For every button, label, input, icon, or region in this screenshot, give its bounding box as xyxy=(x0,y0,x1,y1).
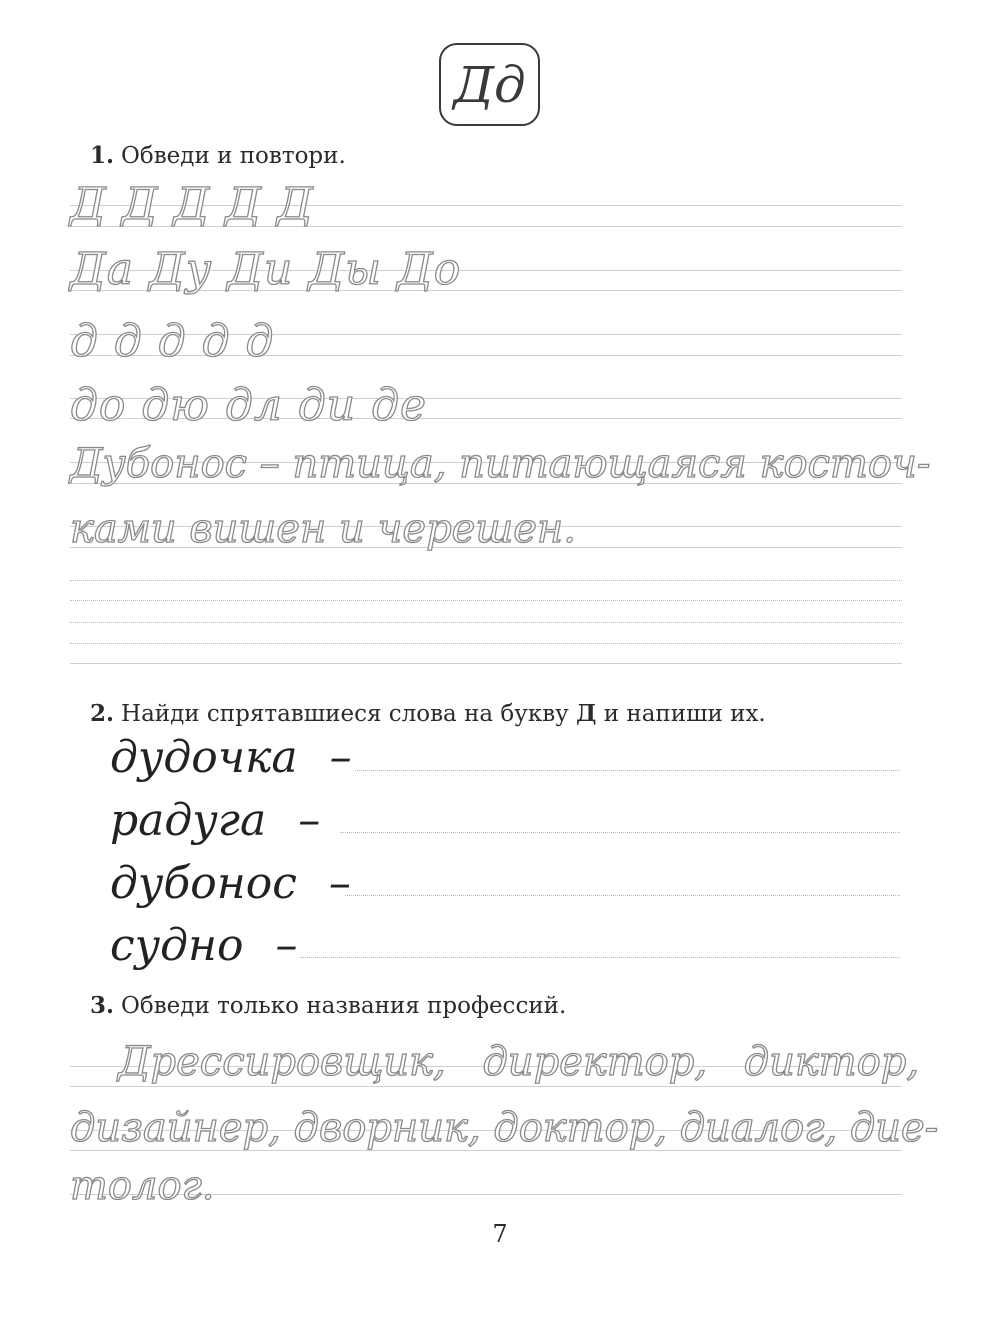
practice-line xyxy=(70,600,902,601)
ruled-line xyxy=(70,1086,902,1087)
trace-row-3: д д д д д xyxy=(70,316,275,367)
answer-line[interactable] xyxy=(355,770,900,771)
hidden-word-row xyxy=(110,920,298,971)
practice-line xyxy=(70,643,902,644)
task-1-number: 1. xyxy=(90,142,115,169)
task-3-number: 3. xyxy=(90,992,115,1019)
practice-line xyxy=(70,580,902,581)
badge-letter: Дд xyxy=(453,55,526,114)
trace-row-4: до дю дл ди де xyxy=(70,380,427,431)
task-2-instruction-letter: Д xyxy=(575,700,597,727)
task-2-number: 2. xyxy=(90,700,115,727)
practice-line xyxy=(70,622,902,623)
hidden-word: дубонос xyxy=(110,858,297,909)
word-dash: – xyxy=(275,920,298,971)
trace-row-2: Да Ду Ди Ды До xyxy=(70,244,462,295)
answer-line[interactable] xyxy=(340,832,900,833)
trace-row-6: ками вишен и черешен. xyxy=(70,506,576,552)
word-dash: – xyxy=(329,732,352,783)
hidden-word-row xyxy=(110,795,321,846)
task-2-heading xyxy=(90,702,766,726)
hidden-word-row xyxy=(110,858,351,909)
task-3-instruction: Обведи только названия профессий. xyxy=(121,993,567,1019)
practice-line xyxy=(70,663,902,664)
word-dash: – xyxy=(328,858,351,909)
task-2-instruction-end: и напиши их. xyxy=(596,701,766,727)
answer-line[interactable] xyxy=(345,895,900,896)
trace-row-1: Д Д Д Д Д xyxy=(70,179,314,230)
hidden-word: судно xyxy=(110,920,244,971)
task-3-heading xyxy=(90,994,566,1018)
task-2-instruction-start: Найди спрятавшиеся слова на букву xyxy=(121,701,576,727)
letter-badge xyxy=(439,43,540,126)
hidden-word-row xyxy=(110,732,352,783)
task-1-heading xyxy=(90,144,346,168)
trace-row-prof-2[interactable]: дизайнер, дворник, доктор, диалог, дие- xyxy=(70,1105,939,1151)
trace-row-prof-1[interactable]: Дрессировщик, директор, диктор, xyxy=(118,1039,920,1085)
page-number: 7 xyxy=(492,1220,508,1248)
hidden-word: радуга xyxy=(110,795,267,846)
hidden-word: дудочка xyxy=(110,732,298,783)
word-dash: – xyxy=(298,795,321,846)
answer-line[interactable] xyxy=(300,957,900,958)
trace-row-5: Дубонос – птица, питающаяся косточ- xyxy=(70,441,931,487)
trace-row-prof-3[interactable]: толог. xyxy=(70,1163,215,1209)
task-1-instruction: Обведи и повтори. xyxy=(121,143,346,169)
